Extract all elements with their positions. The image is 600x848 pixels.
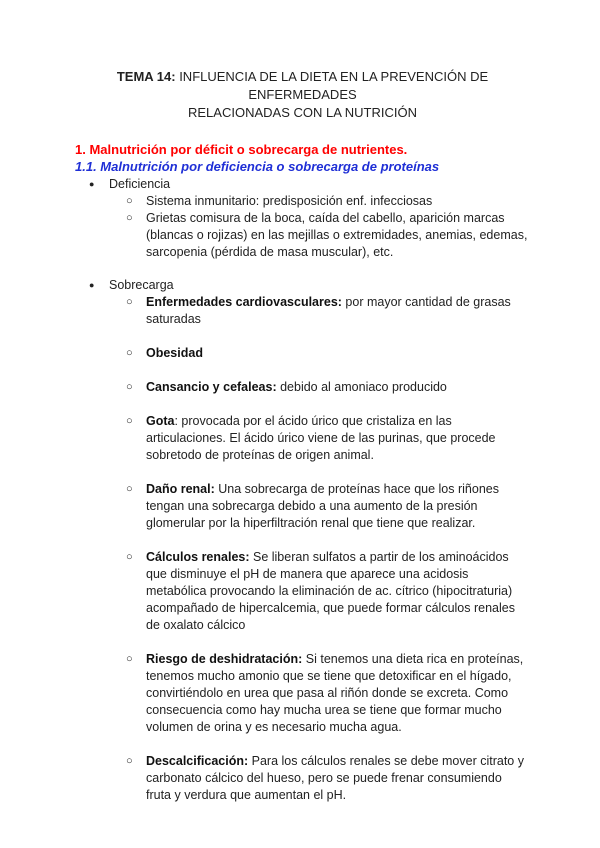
item-text: Si tenemos una dieta rica en proteínas, tenemos mucho amonio que se tiene que detoxificar en el hígado, convirtiéndolo en urea que pasa al riñón donde se excreta. Como consecuencia como hay mucha urea se tiene que formar mucho volumen de orina y es necesario mucha agua. xyxy=(146,652,524,734)
list-item xyxy=(126,753,530,804)
circle-bullet-icon: ○ xyxy=(126,296,133,308)
bullet-icon: ● xyxy=(89,179,95,189)
list-item xyxy=(126,481,530,532)
deficiencia-label: Deficiencia xyxy=(109,177,171,191)
item-term: Obesidad xyxy=(146,346,203,360)
item-text: debido al amoniaco producido xyxy=(276,380,447,394)
list-item xyxy=(126,294,530,328)
title-line1: INFLUENCIA DE LA DIETA EN LA PREVENCIÓN DE ENFERMEDADES xyxy=(175,69,489,102)
document-title xyxy=(75,68,530,122)
list-item-deficiencia xyxy=(89,176,530,261)
list-item xyxy=(126,549,530,634)
title-tema: TEMA 14: xyxy=(116,69,176,84)
top-level-list xyxy=(75,277,530,804)
list-item-sobrecarga xyxy=(89,277,530,804)
item-term: Cálculos renales: xyxy=(146,550,250,564)
top-level-list xyxy=(75,176,530,261)
circle-bullet-icon: ○ xyxy=(126,415,133,427)
circle-bullet-icon: ○ xyxy=(126,653,133,665)
list-item xyxy=(126,345,530,362)
deficiencia-item-text: Sistema inmunitario: predisposición enf. infecciosas xyxy=(146,194,433,208)
bullet-icon: ● xyxy=(89,280,95,290)
list-item xyxy=(126,193,530,210)
item-term: Descalcificación: xyxy=(146,754,249,768)
item-term: Gota xyxy=(146,414,175,428)
deficiencia-sublist xyxy=(109,193,530,261)
circle-bullet-icon: ○ xyxy=(126,381,133,393)
item-term: Cansancio y cefaleas: xyxy=(146,380,277,394)
circle-bullet-icon: ○ xyxy=(126,755,133,767)
circle-bullet-icon: ○ xyxy=(126,551,133,563)
sobrecarga-label: Sobrecarga xyxy=(109,278,174,292)
list-item xyxy=(126,210,530,261)
section-heading-1: 1. Malnutrición por déficit o sobrecarga de nutrientes. xyxy=(75,142,408,157)
list-item xyxy=(126,651,530,736)
deficiencia-item-text: Grietas comisura de la boca, caída del cabello, aparición marcas (blancas o rojizas) en las mejillas o extremidades, anemias, edemas, sarcopenia (pérdida de masa muscular), etc. xyxy=(146,211,528,259)
circle-bullet-icon: ○ xyxy=(126,195,133,207)
sobrecarga-sublist xyxy=(109,294,530,804)
item-term: Daño renal: xyxy=(146,482,215,496)
item-text: por mayor cantidad de grasas saturadas xyxy=(146,295,511,326)
title-line2: RELACIONADAS CON LA NUTRICIÓN xyxy=(188,105,417,120)
item-term: Riesgo de deshidratación: xyxy=(146,652,303,666)
vertical-spacer xyxy=(75,261,530,277)
circle-bullet-icon: ○ xyxy=(126,483,133,495)
item-term: Enfermedades cardiovasculares: xyxy=(146,295,342,309)
subsection-heading-1-1: 1.1. Malnutrición por deficiencia o sobrecarga de proteínas xyxy=(75,159,440,174)
circle-bullet-icon: ○ xyxy=(126,212,133,224)
list-item xyxy=(126,413,530,464)
item-text: : provocada por el ácido úrico que cristaliza en las articulaciones. El ácido úrico viene de las purinas, que procede sobretodo de proteínas de origen animal. xyxy=(146,414,496,462)
item-text: Una sobrecarga de proteínas hace que los riñones tengan una sobrecarga debido a una aumento de la presión glomerular por la hiperfiltración renal que tiene que realizar. xyxy=(146,482,499,530)
list-item xyxy=(126,379,530,396)
item-text: Para los cálculos renales se debe mover citrato y carbonato cálcico del hueso, pero se puede frenar consumiendo fruta y verdura que aumentan el pH. xyxy=(146,754,524,802)
item-text: Se liberan sulfatos a partir de los aminoácidos que disminuye el pH de manera que aparece una acidosis metabólica provocando la eliminación de ac. cítrico (hipocitraturia) acompañado de hipercalcemia, que puede formar cálculos renales de oxalato cálcico xyxy=(146,550,515,632)
circle-bullet-icon: ○ xyxy=(126,347,133,359)
